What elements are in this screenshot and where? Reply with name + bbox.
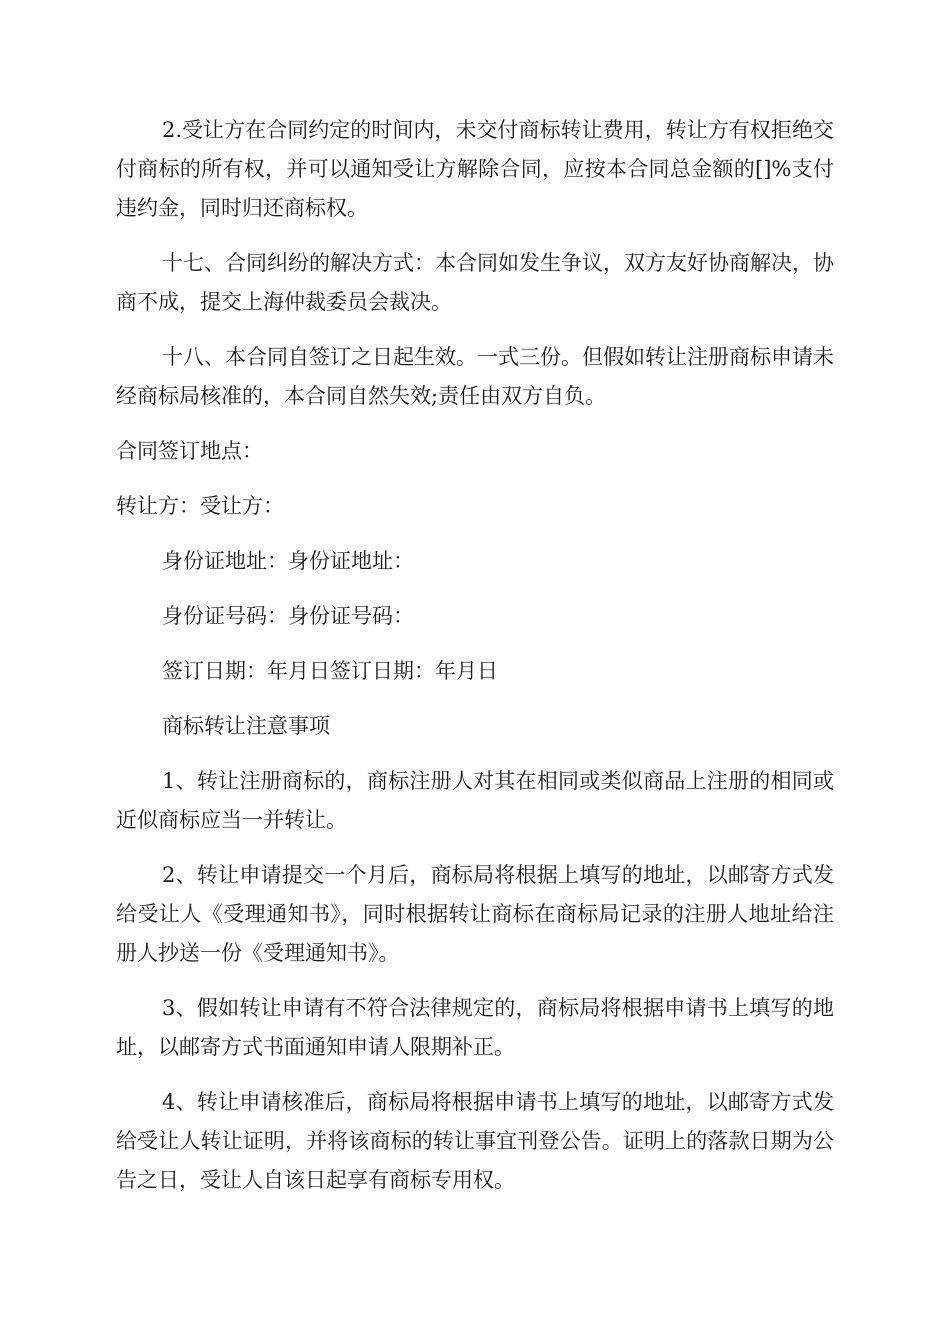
signing-date: 签订日期：年月日签订日期：年月日 [162, 659, 498, 683]
signing-parties: 转让方：受让方： [116, 494, 284, 518]
notes-heading: 商标转让注意事项 [162, 714, 330, 738]
note-item-3: 3、假如转让申请有不符合法律规定的，商标局将根据申请书上填写的地址，以邮寄方式书面通知申请人限期补正。 [116, 996, 834, 1059]
signing-id-number: 身份证号码：身份证号码： [162, 604, 414, 628]
clause-16-item-2: 2.受让方在合同约定的时间内，未交付商标转让费用，转让方有权拒绝交付商标的所有权，并可以通知受让方解除合同，应按本合同总金额的[]%支付违约金，同时归还商标权。 [116, 118, 834, 220]
clause-17-dispute-resolution: 十七、合同纠纷的解决方式：本合同如发生争议，双方友好协商解决，协商不成，提交上海仲裁委员会裁决。 [116, 251, 834, 314]
note-item-4: 4、转让申请核准后，商标局将根据申请书上填写的地址，以邮寄方式发给受让人转让证明，并将该商标的转让事宜刊登公告。证明上的落款日期为公告之日，受让人自该日起享有商标专用权。 [116, 1090, 834, 1192]
note-item-1: 1、转让注册商标的，商标注册人对其在相同或类似商品上注册的相同或近似商标应当一并转让。 [116, 769, 834, 832]
signing-id-address: 身份证地址：身份证地址： [162, 549, 414, 573]
signing-location: 合同签订地点： [116, 439, 263, 463]
clause-18-effectiveness: 十八、本合同自签订之日起生效。一式三份。但假如转让注册商标申请未经商标局核准的，本合同自然失效;责任由双方自负。 [116, 345, 834, 408]
document-page [116, 111, 834, 1216]
note-item-2: 2、转让申请提交一个月后，商标局将根据上填写的地址，以邮寄方式发给受让人《受理通知书》，同时根据转让商标在商标局记录的注册人地址给注册人抄送一份《受理通知书》。 [116, 863, 834, 965]
